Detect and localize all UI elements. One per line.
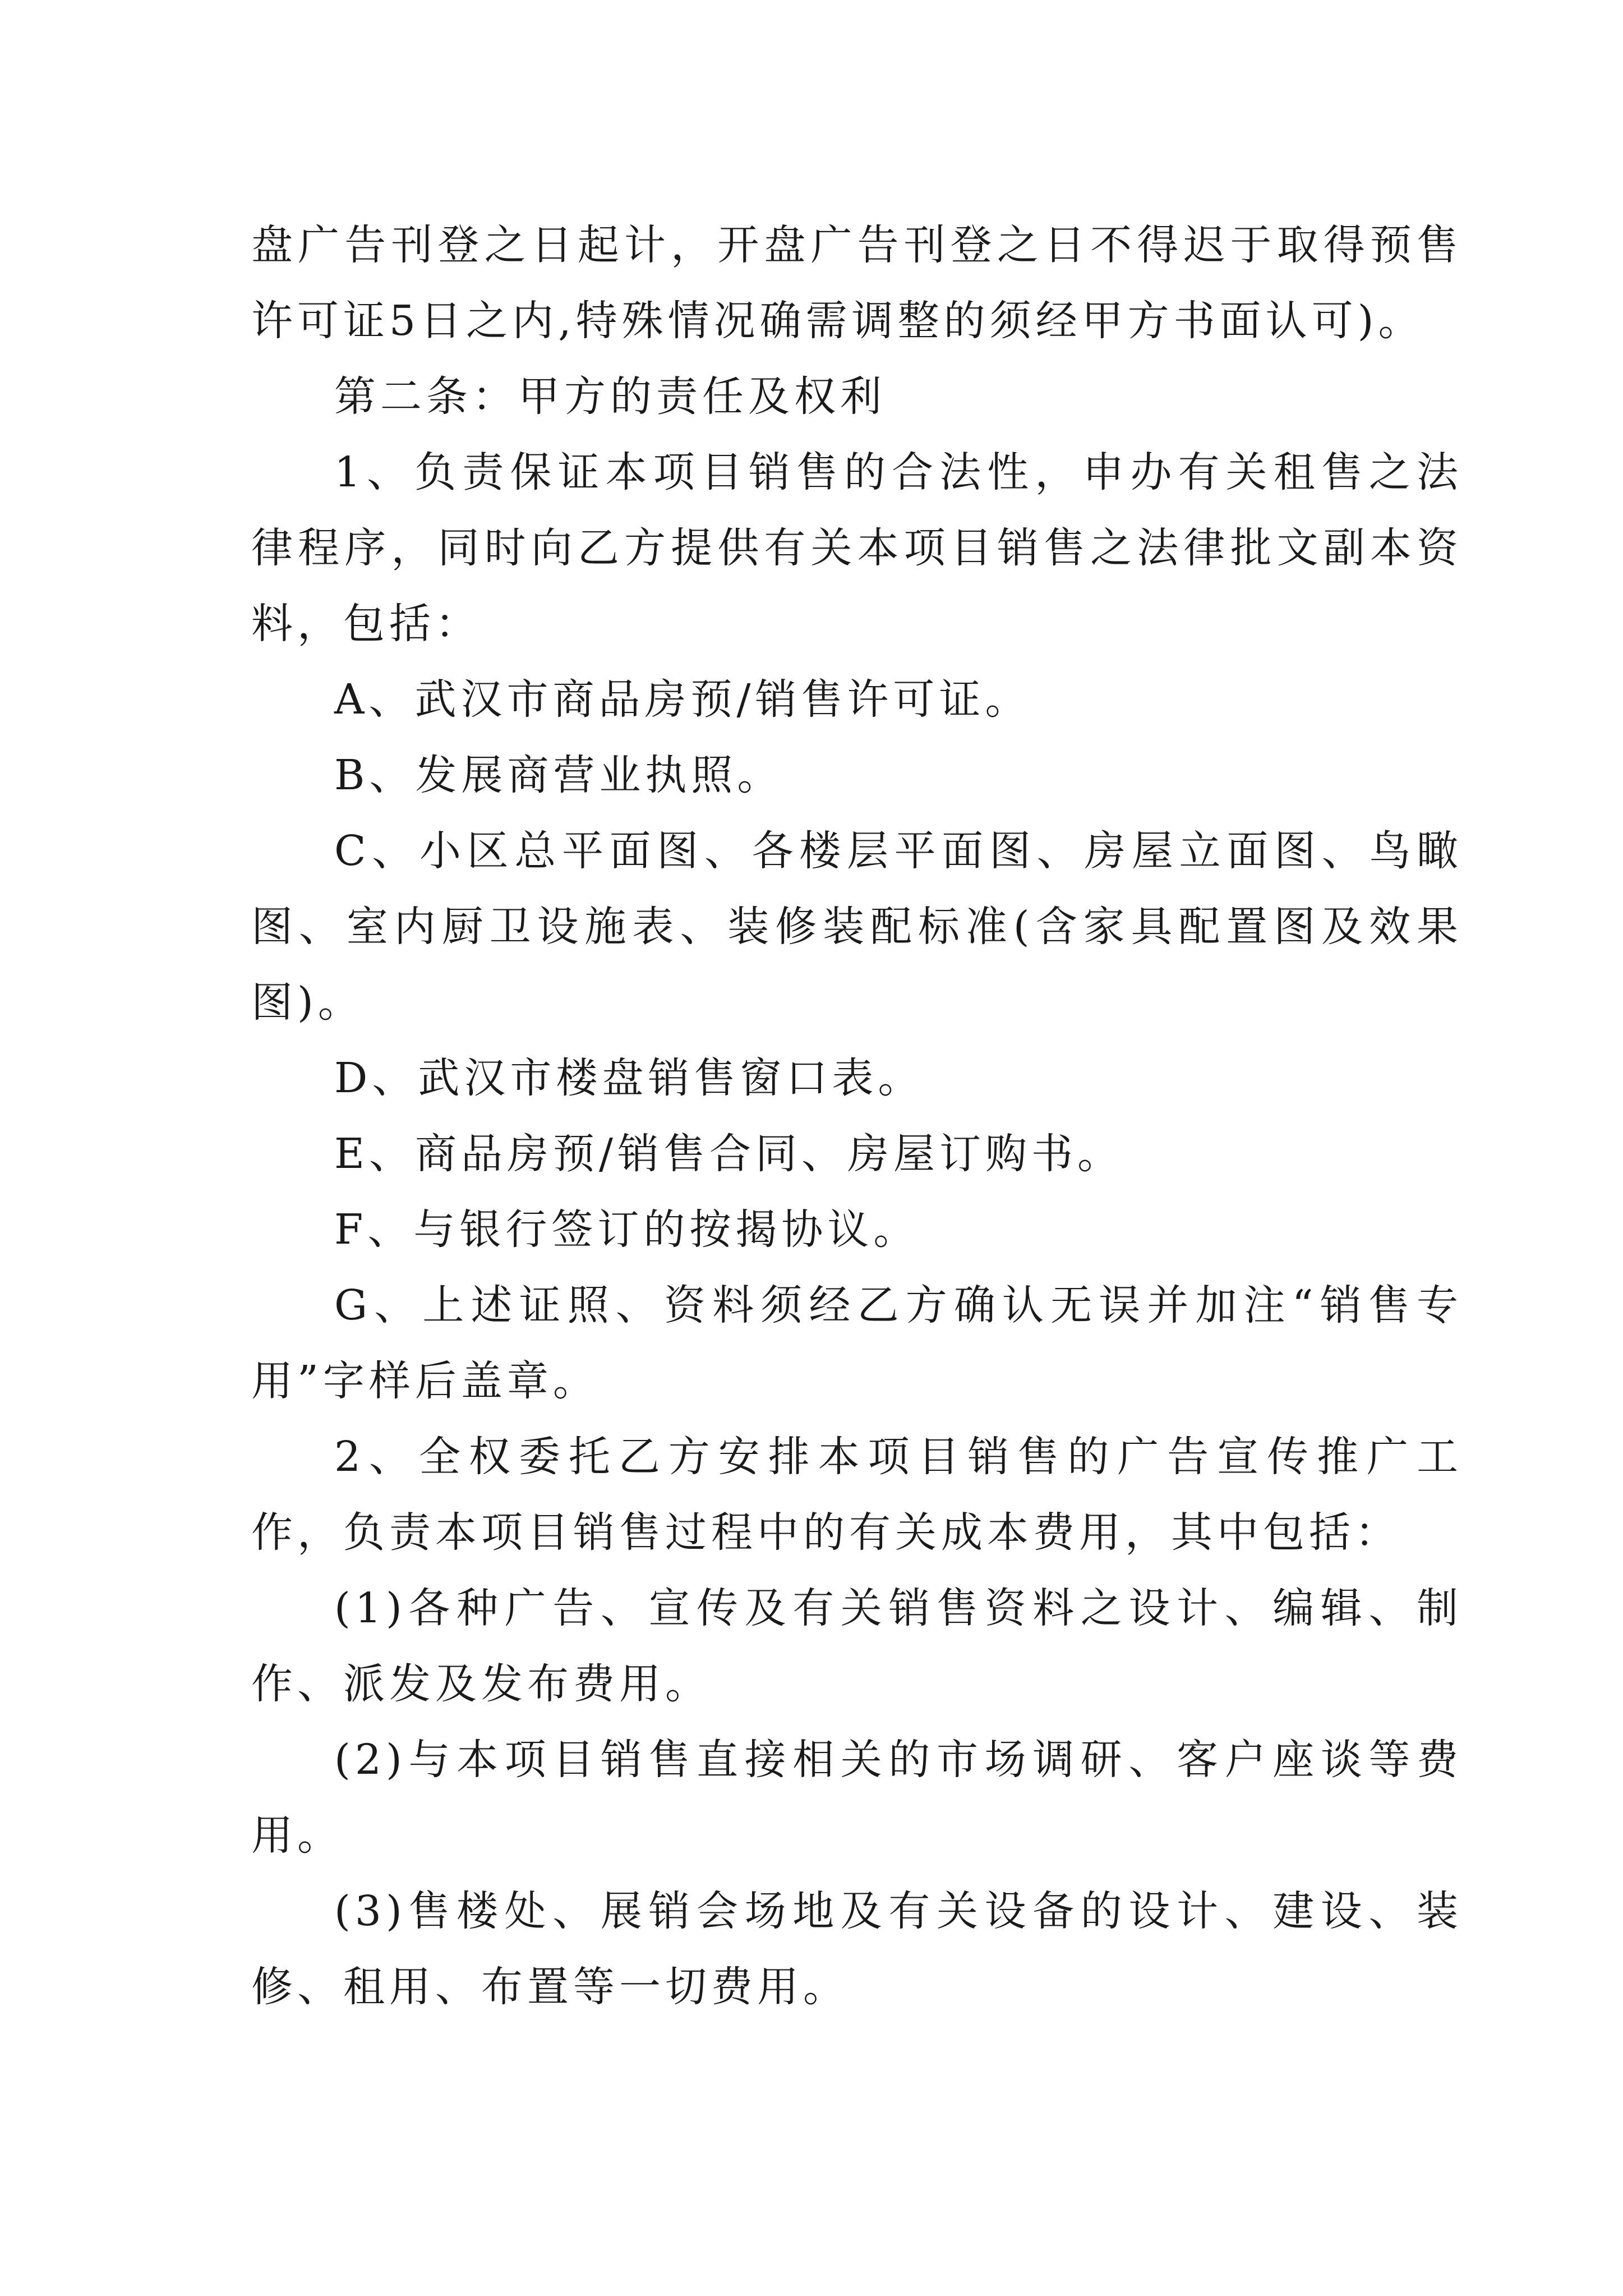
sub-item-1: (1)各种广告、宣传及有关销售资料之设计、编辑、制作、派发及发布费用。 [251,1584,1463,1708]
sub-item-2: (2)与本项目销售直接相关的市场调研、客户座谈等费用。 [251,1736,1463,1860]
list-item-a: A、武汉市商品房预/销售许可证。 [334,675,1031,724]
paragraph-item-1: 1、负责保证本项目销售的合法性，申办有关租售之法律程序，同时向乙方提供有关本项目销售之法律批文副本资料，包括： [251,448,1463,648]
paragraph-continuation: 盘广告刊登之日起计，开盘广告刊登之日不得迟于取得预售许可证5日之内,特殊情况确需调整的须经甲方书面认可)。 [251,221,1463,345]
section-heading-article-2: 第二条：甲方的责任及权利 [334,372,886,421]
list-item-c: C、小区总平面图、各楼层平面图、房屋立面图、鸟瞰图、室内厨卫设施表、装修装配标准(含家具配置图及效果图)。 [251,827,1463,1027]
list-item-d: D、武汉市楼盘销售窗口表。 [334,1054,924,1102]
paragraph-item-2: 2、全权委托乙方安排本项目销售的广告宣传推广工作，负责本项目销售过程中的有关成本费用，其中包括： [251,1433,1463,1557]
document-body [251,208,1463,2025]
list-item-g: G、上述证照、资料须经乙方确认无误并加注“销售专用”字样后盖章。 [251,1281,1463,1405]
list-item-b: B、发展商营业执照。 [334,751,783,799]
sub-item-3: (3)售楼处、展销会场地及有关设备的设计、建设、装修、租用、布置等一切费用。 [251,1887,1463,2011]
list-item-f: F、与银行签订的按揭协议。 [334,1205,920,1254]
list-item-e: E、商品房预/销售合同、房屋订购书。 [334,1130,1123,1178]
